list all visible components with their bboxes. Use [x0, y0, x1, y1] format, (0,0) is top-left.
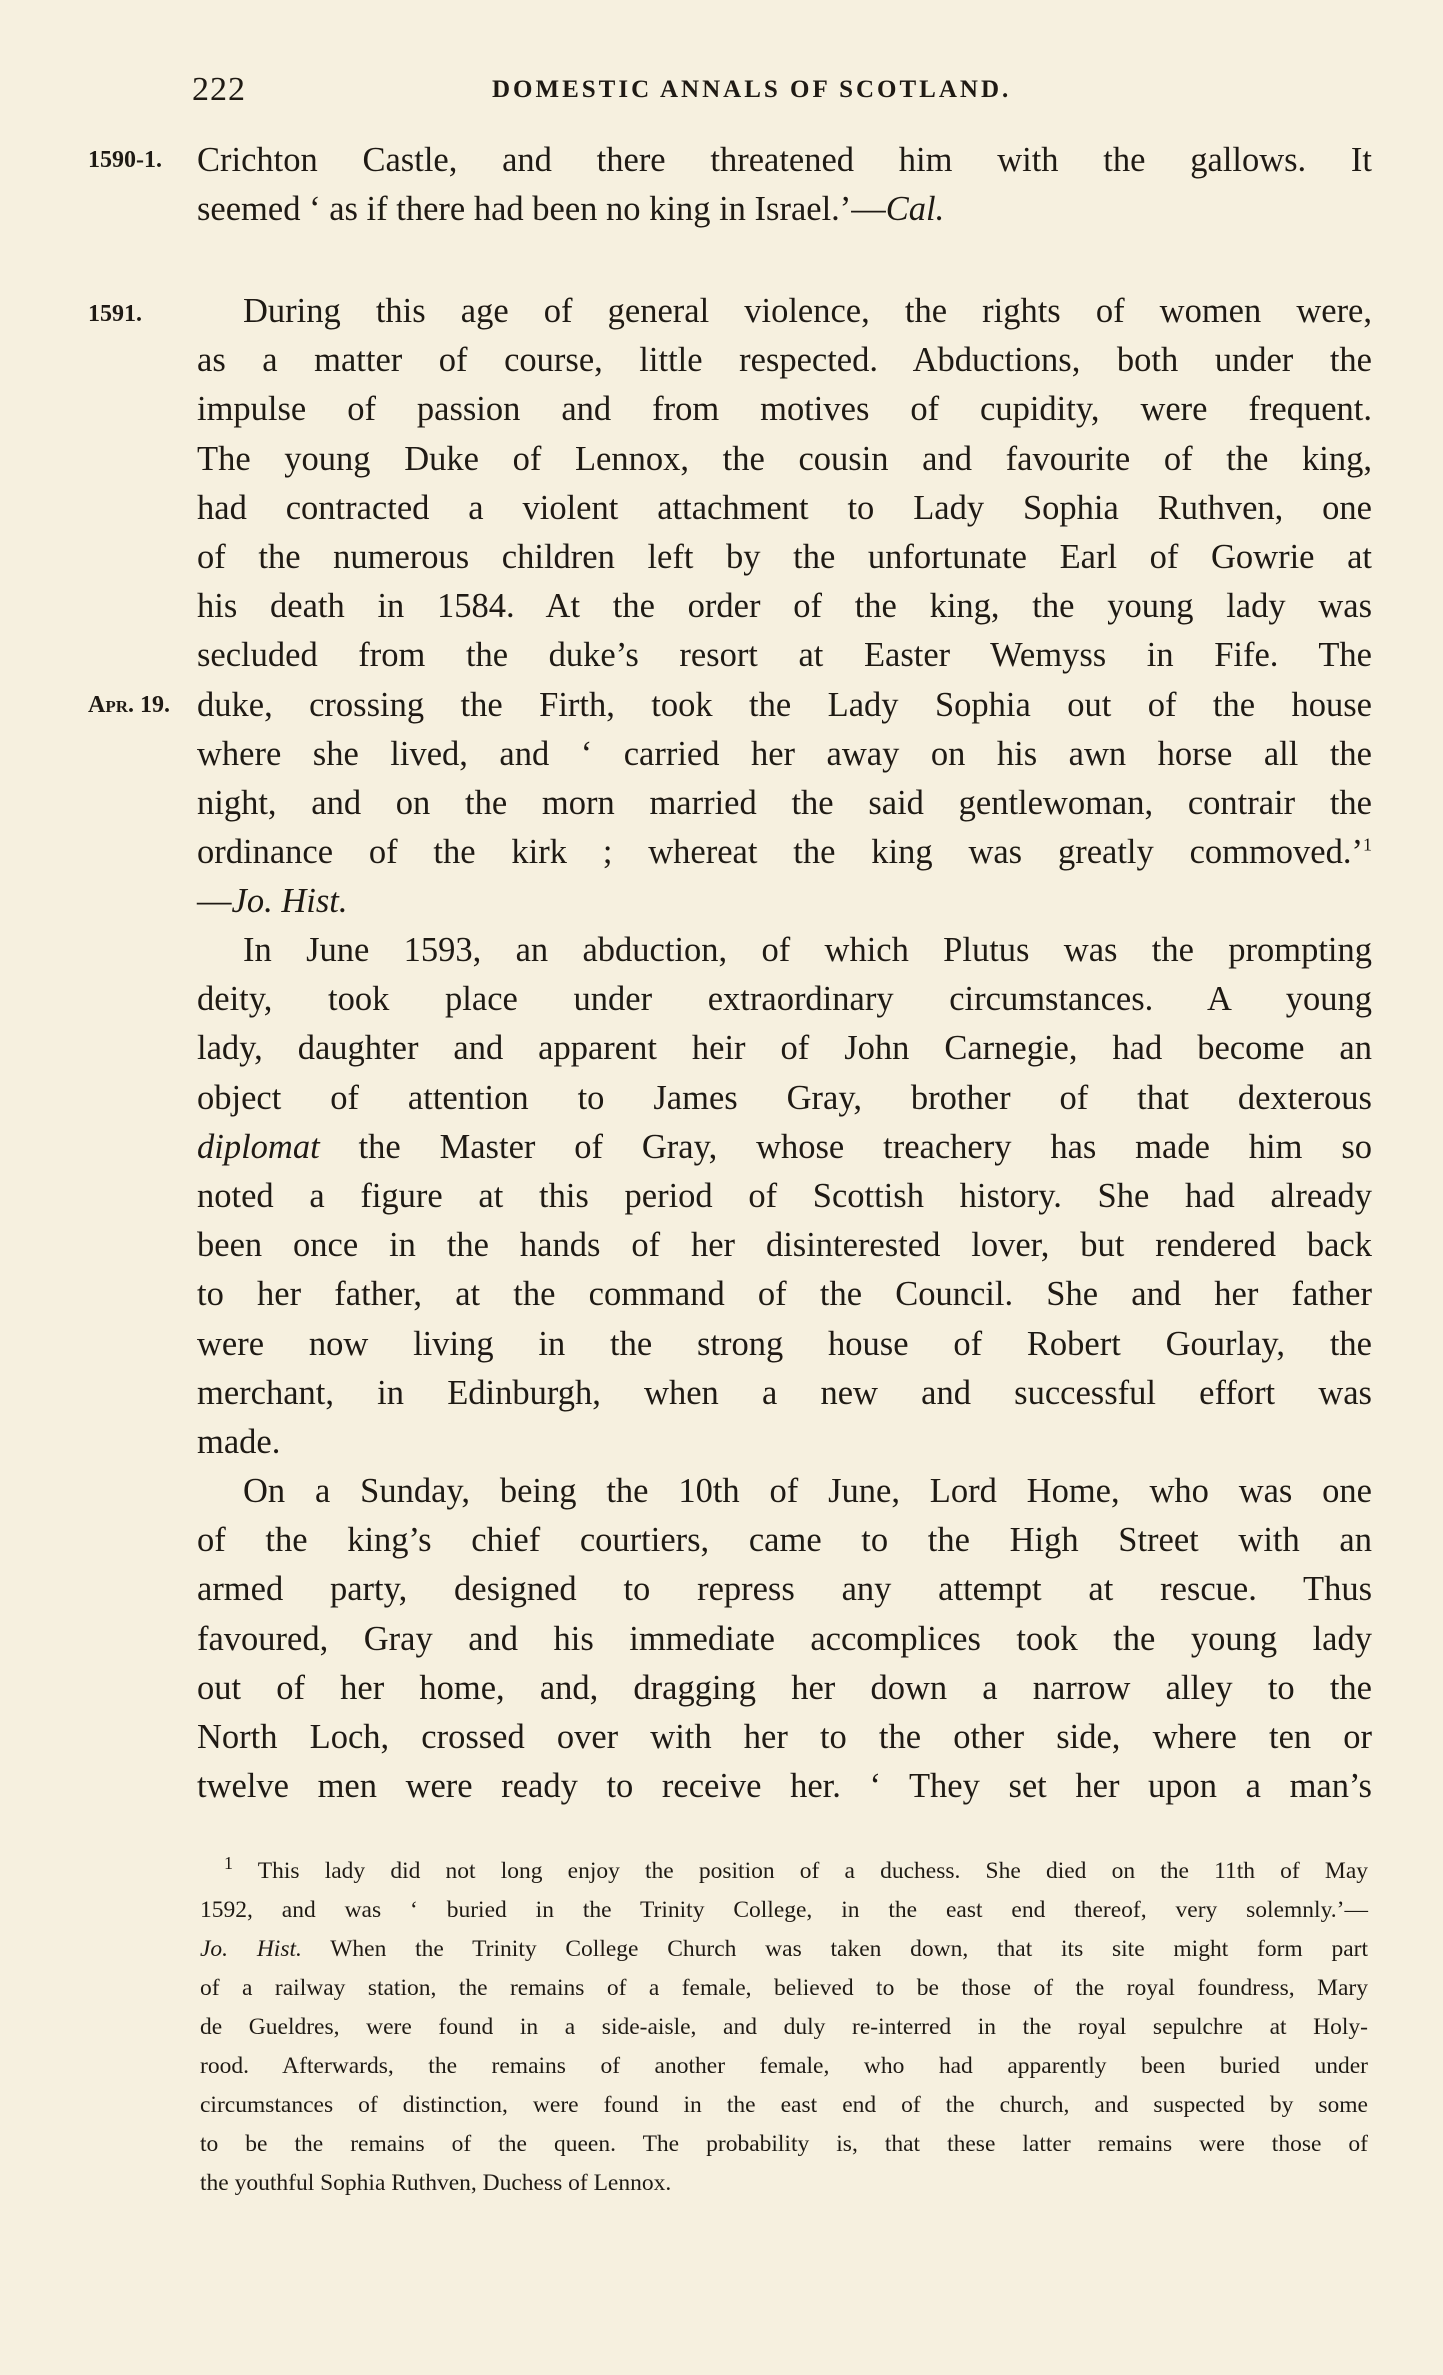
text-line: ordinance of the kirk ; whereat the king was greatly commoved.’$^1$ — [197, 833, 1372, 872]
citation: Cal. — [885, 190, 945, 229]
margin-date-1591: 1591. — [88, 301, 142, 327]
text-line: secluded from the duke’s resort at Easter Wemyss in Fife. The — [197, 636, 1372, 675]
text-line: armed party, designed to repress any attempt at rescue. Thus — [197, 1570, 1372, 1609]
text-line: duke, crossing the Firth, took the Lady Sophia out of the house — [197, 685, 1372, 724]
text-line: During this age of general violence, the rights of women were, — [243, 292, 1372, 330]
margin-date-1590: 1590-1. — [88, 147, 162, 173]
footnote-line: circumstances of distinction, were found in the east end of the church, and suspected by some — [200, 2092, 1368, 2118]
text-line: deity, took place under extraordinary circumstances. A young — [197, 980, 1372, 1019]
footnote-line: of a railway station, the remains of a female, believed to be those of the royal foundress, Mary — [200, 1975, 1368, 2001]
citation: Jo. Hist. — [231, 882, 348, 921]
text-line: favoured, Gray and his immediate accomplices took the young lady — [197, 1619, 1372, 1658]
text-line: seemed ‘ as if there had been no king in Israel.’—Cal. — [197, 190, 945, 229]
text-line: out of her home, and, dragging her down a narrow alley to the — [197, 1668, 1372, 1707]
text-line: In June 1593, an abduction, of which Plutus was the prompting — [243, 931, 1372, 969]
text-line: as a matter of course, little respected. Abductions, both under the — [197, 341, 1372, 380]
text-line: impulse of passion and from motives of cupidity, were frequent. — [197, 390, 1372, 429]
text-line: night, and on the morn married the said gentlewoman, contrair the — [197, 784, 1372, 823]
text-line: had contracted a violent attachment to Lady Sophia Ruthven, one — [197, 488, 1372, 527]
paragraph-sunday-rescue — [197, 1467, 1372, 1811]
text-line: been once in the hands of her disinterested lover, but rendered back — [197, 1226, 1372, 1265]
paragraph-continuation — [197, 136, 1372, 234]
margin-date-apr19: Apr. 19. — [88, 692, 170, 718]
text-line: of the king’s chief courtiers, came to the High Street with an — [197, 1521, 1372, 1560]
text-line: diplomat the Master of Gray, whose treachery has made him so — [197, 1127, 1372, 1166]
text-line: Crichton Castle, and there threatened him with the gallows. It — [197, 141, 1372, 179]
paragraph-abductions — [197, 287, 1372, 927]
text-line: of the numerous children left by the unfortunate Earl of Gowrie at — [197, 538, 1372, 577]
text-line: his death in 1584. At the order of the king, the young lady was — [197, 587, 1372, 626]
footnote-line: to be the remains of the queen. The probability is, that these latter remains were those of — [200, 2131, 1368, 2157]
text-line: made. — [197, 1423, 281, 1462]
text-line: lady, daughter and apparent heir of John Carnegie, had become an — [197, 1029, 1372, 1068]
text-line: North Loch, crossed over with her to the other side, where ten or — [197, 1718, 1372, 1757]
paragraph-gray-abduction — [197, 926, 1372, 1467]
text-line: The young Duke of Lennox, the cousin and favourite of the king, — [197, 439, 1372, 478]
footnote-line: Jo. Hist. When the Trinity College Church was taken down, that its site might form part — [200, 1936, 1368, 1962]
text-line: On a Sunday, being the 10th of June, Lord Home, who was one — [243, 1472, 1372, 1510]
text-line: to her father, at the command of the Council. She and her father — [197, 1275, 1372, 1314]
footnote-line: 1592, and was ‘ buried in the Trinity College, in the east end thereof, very solemnly.’— — [200, 1897, 1368, 1923]
footnote-line: $^1$ This lady did not long enjoy the position of a duchess. She died on the 11th of May — [224, 1853, 1368, 1884]
page-number: 222 — [192, 71, 246, 108]
footnote — [200, 1852, 1368, 2203]
text-line: merchant, in Edinburgh, when a new and successful effort was — [197, 1373, 1372, 1412]
footnote-mark: 1 — [224, 1853, 233, 1874]
running-header — [192, 62, 1372, 122]
text-line: —Jo. Hist. — [197, 882, 348, 921]
text-line: were now living in the strong house of Robert Gourlay, the — [197, 1324, 1372, 1363]
footnote-ref: 1 — [1363, 834, 1372, 855]
footnote-line: rood. Afterwards, the remains of another female, who had apparently been buried under — [200, 2053, 1368, 2079]
footnote-line: de Gueldres, were found in a side-aisle, and duly re-interred in the royal sepulchre at Holy- — [200, 2014, 1368, 2040]
text-line: twelve men were ready to receive her. ‘ They set her upon a man’s — [197, 1767, 1372, 1806]
footnote-line: the youthful Sophia Ruthven, Duchess of Lennox. — [200, 2170, 672, 2196]
text-line: where she lived, and ‘ carried her away on his awn horse all the — [197, 734, 1372, 773]
running-head-title: DOMESTIC ANNALS OF SCOTLAND. — [492, 76, 1012, 103]
text-line: noted a figure at this period of Scottish history. She had already — [197, 1177, 1372, 1216]
text-line: object of attention to James Gray, brother of that dexterous — [197, 1078, 1372, 1117]
